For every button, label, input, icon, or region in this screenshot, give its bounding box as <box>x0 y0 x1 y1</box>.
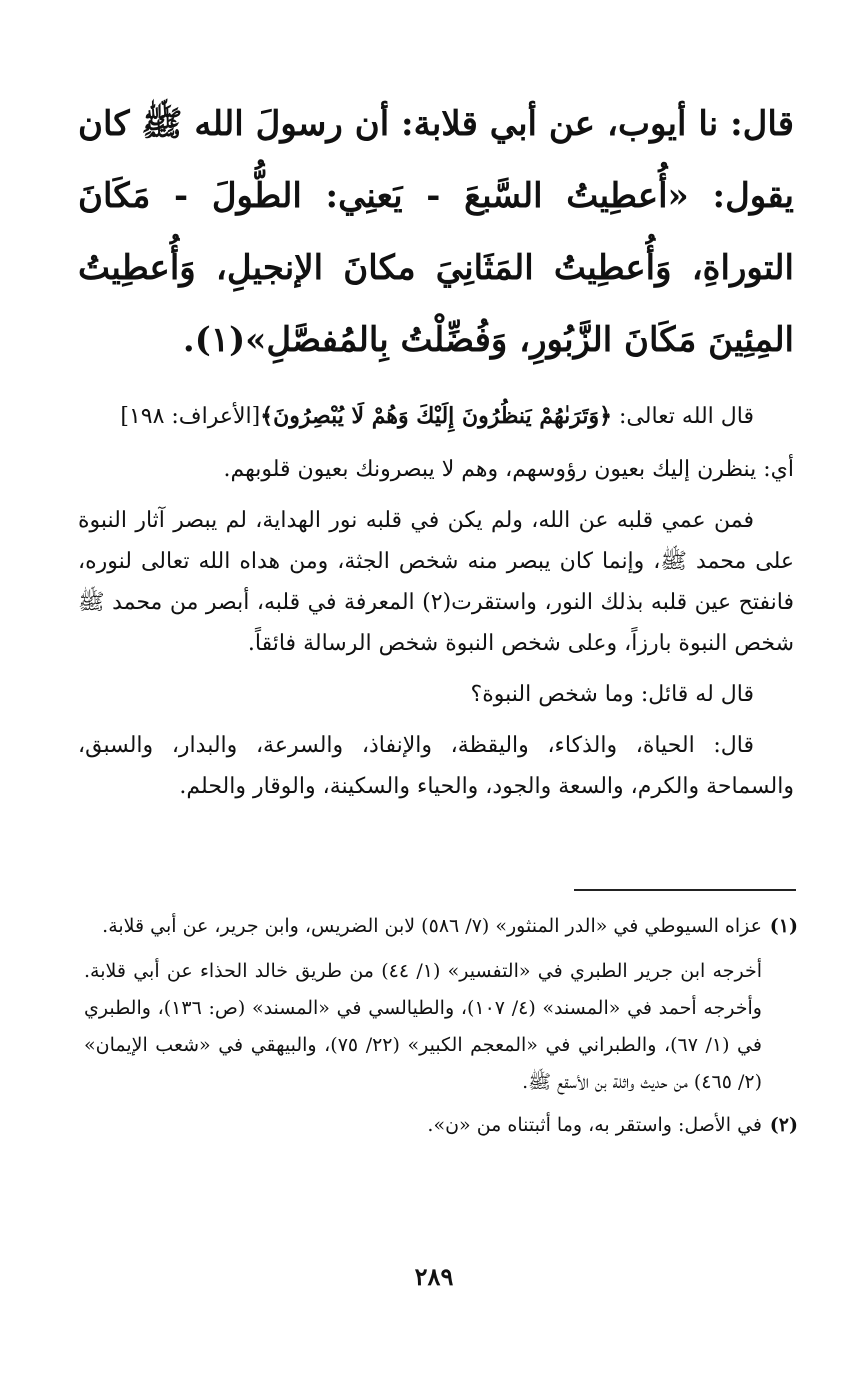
footnote-number: (١) <box>769 915 798 937</box>
quran-verse <box>78 396 794 437</box>
footnote-2 <box>84 1107 798 1144</box>
hadith-text: قال: نا أيوب، عن أبي قلابة: أن رسولَ الله ﷺ كان يقول: «أُعطِيتُ السَّبعَ - يَعنِي: الطُّولَ - مَكَانَ التوراةِ، وَأُعطِيتُ المَثَانِيَ مكانَ الإنجيلِ، وَأُعطِيتُ المِئِينَ مَكَانَ الزَّبُورِ، وَفُضِّلْتُ بِالمُفصَّلِ»(١). <box>78 104 794 360</box>
question-text: قال له قائل: وما شخص النبوة؟ <box>470 682 754 707</box>
page-number: ٢٨٩ <box>414 1262 454 1291</box>
explanation-text: أي: ينظرن إليك بعيون رؤوسهم، وهم لا يبصرونك بعيون قلوبهم. <box>223 457 794 482</box>
footnotes <box>84 908 798 1144</box>
paragraph-1: فمن عمي قلبه عن الله، ولم يكن في قلبه نور الهداية، لم يبصر آثار النبوة على محمد ﷺ، وإنما كان يبصر منه شخص الجثة، ومن هداه الله تعالى لنوره، فانفتح عين قلبه بذلك النور، واستقرت(٢) المعرفة في قلبه، أبصر من محمد ﷺ شخص النبوة بارزاً، وعلى شخص النبوة شخص الرسالة فائقاً. <box>78 508 794 656</box>
footnote-1 <box>84 908 798 945</box>
footnote-1-extra: أخرجه ابن جرير الطبري في «التفسير» (١/ ٤٤) من طريق خالد الحذاء عن أبي قلابة. وأخرجه أحمد في «المسند» (٤/ ١٠٧)، والطيالسي في «المسند» (ص: ١٣٦)، والطبري في (١/ ٦٧)، والطبراني في «المعجم الكبير» (٢٢/ ٧٥)، والبيهقي في «شعب الإيمان» (٢/ ٤٦٥) من حديث واثلة بن الأسقع ﷺ. <box>84 960 762 1093</box>
verse-reference: [الأعراف: ١٩٨] <box>120 404 261 429</box>
main-text <box>78 88 794 807</box>
verse-intro: قال الله تعالى: <box>619 404 754 429</box>
verse-text: ﴿وَتَرَىٰهُمْ يَنظُرُونَ إِلَيْكَ وَهُمْ لَا يُبْصِرُونَ﴾ <box>260 403 613 429</box>
footnote-number: (٢) <box>769 1114 798 1136</box>
footnote-separator <box>574 889 796 891</box>
footnote-text: عزاه السيوطي في «الدر المنثور» (٧/ ٥٨٦) لابن الضريس، وابن جرير، عن أبي قلابة. <box>102 915 762 937</box>
answer-text: قال: الحياة، والذكاء، واليقظة، والإنفاذ، والسرعة، والبدار، والسبق، والسماحة والكرم، والسعة والجود، والحياء والسكينة، والوقار والحلم. <box>78 733 794 799</box>
footnote-text: في الأصل: واستقر به، وما أثبتناه من «ن». <box>427 1114 762 1136</box>
